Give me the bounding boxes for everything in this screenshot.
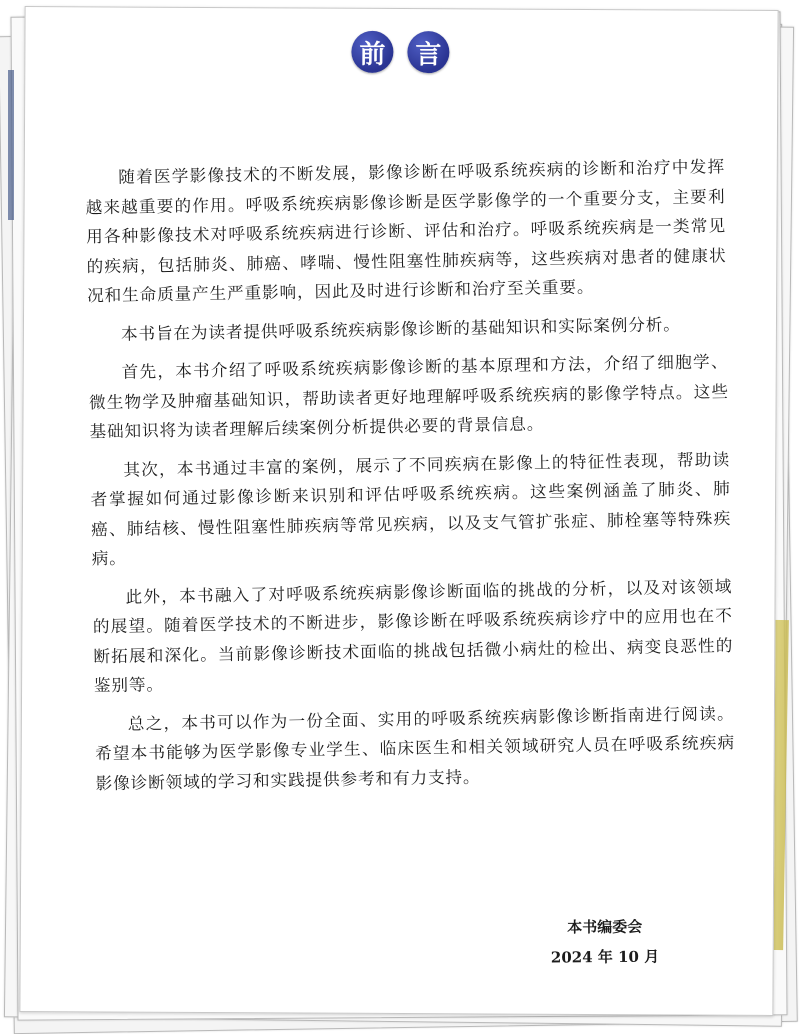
preface-page — [19, 6, 778, 1016]
paragraph-3: 首先，本书介绍了呼吸系统疾病影像诊断的基本原理和方法，介绍了细胞学、微生物学及肿瘤基础知识，帮助读者更好地理解呼吸系统疾病的影像学特点。这些基础知识将为读者理解后续案例分析提供必要的背景信息。 — [88, 352, 730, 442]
page-title — [351, 31, 449, 74]
title-badge-1: 前 — [351, 31, 393, 73]
paragraph-5: 此外，本书融入了对呼吸系统疾病影像诊断面临的挑战的分析，以及对该领域的展望。随着医学技术的不断进步，影像诊断在呼吸系统疾病诊疗中的应用也在不断拓展和深化。当前影像诊断技术面临的挑战包括微小病灶的检出、病变良恶性的鉴别等。 — [92, 576, 734, 696]
paragraph-6: 总之，本书可以作为一份全面、实用的呼吸系统疾病影像诊断指南进行阅读。希望本书能够为医学影像专业学生、临床医生和相关领域研究人员在呼吸系统疾病影像诊断领域的学习和实践提供参考和有力支持。 — [94, 703, 736, 793]
title-badge-2: 言 — [407, 31, 449, 73]
signature-date: 2024 年 10 月 — [550, 947, 660, 967]
paragraph-2: 本书旨在为读者提供呼吸系统疾病影像诊断的基础知识和实际案例分析。 — [120, 314, 681, 344]
paragraph-1: 随着医学影像技术的不断发展，影像诊断在呼吸系统疾病的诊断和治疗中发挥越来越重要的作用。呼吸系统疾病影像诊断是医学影像学的一个重要分支，主要利用各种影像技术对呼吸系统疾病进行诊断、评估和治疗。呼吸系统疾病是一类常见的疾病，包括肺炎、肺癌、哮喘、慢性阻塞性肺疾病等，这些疾病对患者的健康状况和生命质量产生严重影响，因此及时进行诊断和治疗至关重要。 — [85, 157, 727, 306]
signature-block — [550, 912, 659, 973]
preface-body — [85, 152, 736, 807]
paragraph-4: 其次，本书通过丰富的案例，展示了不同疾病在影像上的特征性表现，帮助读者掌握如何通过影像诊断来识别和评估呼吸系统疾病。这些案例涵盖了肺炎、肺癌、肺结核、慢性阻塞性肺疾病等常见疾病，以及支气管扩张症、肺栓塞等特殊疾病。 — [90, 449, 732, 569]
book-cover-edge — [8, 70, 14, 220]
signature-author: 本书编委会 — [567, 917, 643, 937]
